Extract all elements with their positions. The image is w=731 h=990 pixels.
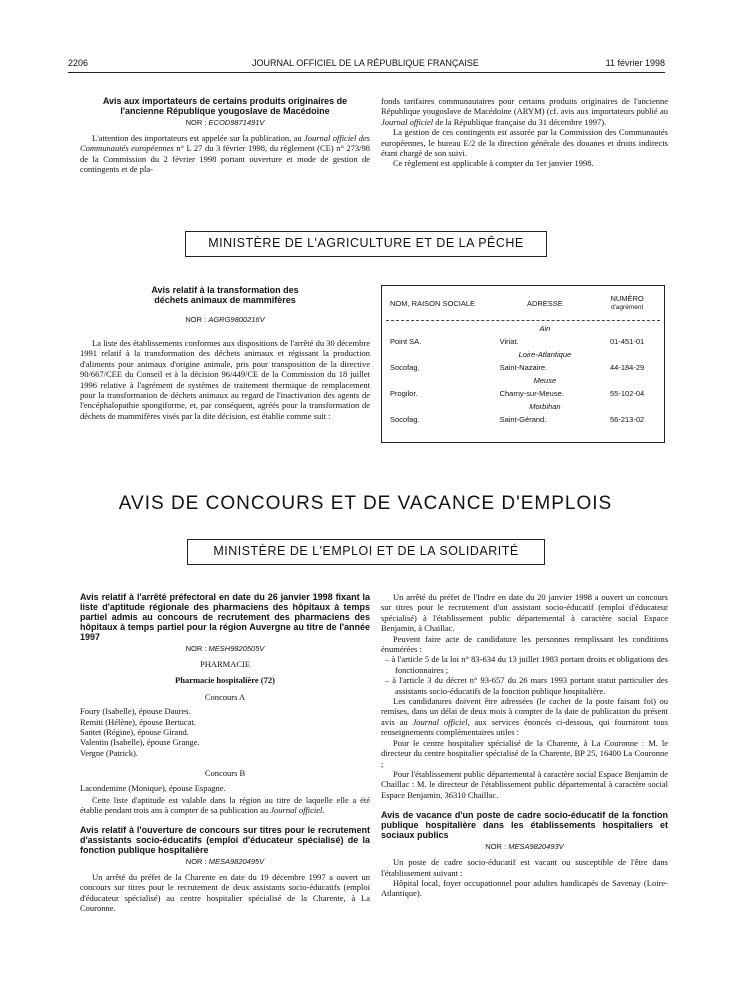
socio-notice-nor: NOR : MESA9820495V xyxy=(185,856,265,866)
condition-item-1: – à l'article 5 de la loi n° 83-634 du 13 juillet 1983 portant droits et obligations des fonctionnaires ; xyxy=(385,654,668,675)
table-row xyxy=(386,387,660,400)
journal-title: JOURNAL OFFICIEL DE LA RÉPUBLIQUE FRANÇAISE xyxy=(252,58,479,68)
ministry-agriculture-banner: MINISTÈRE DE L'AGRICULTURE ET DE LA PÊCHE xyxy=(185,231,547,257)
vacancy-notice-title: Avis de vacance d'un poste de cadre socio-éducatif de la fonction publique hospitalière dans les établissements hospitaliers et sociaux publics xyxy=(381,810,668,841)
candidate-name: Vergne (Patrick). xyxy=(80,747,138,758)
table-row xyxy=(386,322,660,335)
table-number: 55-102-04 xyxy=(610,389,645,398)
import-notice xyxy=(80,96,370,175)
establishments-table xyxy=(381,285,665,443)
table-address: Viriat. xyxy=(499,337,519,346)
waste-notice xyxy=(80,285,370,421)
table-name: Progilor. xyxy=(390,389,418,398)
table-number: 01-451-01 xyxy=(610,337,645,346)
right-paragraph-2: Peuvent faire acte de candidature les personnes remplissant les conditions énumérées : xyxy=(381,633,668,655)
header-name: NOM, RAISON SOCIALE xyxy=(390,298,476,308)
page-number: 2206 xyxy=(68,58,89,68)
ministry-employment-banner: MINISTÈRE DE L'EMPLOI ET DE LA SOLIDARITÉ xyxy=(187,539,545,565)
right-paragraph-4: Pour le centre hospitalier spécialisé de la Charente, à La Couronne : M. le directeur du centre hospitalier spécialisé de la Charente, BP 25, 16400 La Couronne ; xyxy=(381,737,668,769)
condition-item-2: – à l'article 3 du décret n° 93-657 du 26 mars 1993 portant statut particulier des assistants socio-éducatifs de la fonction publique hospitalière. xyxy=(385,675,668,696)
table-number: 56-213-02 xyxy=(610,415,645,424)
concours-b-list xyxy=(80,783,370,793)
table-row xyxy=(386,413,660,426)
right-paragraph-5: Pour l'établissement public départemental à caractère social Espace Benjamin de Chaillac : M. le directeur de l'établissement public départemental à caractère social Espace Benjamin, 36310 Chaillac. xyxy=(381,768,668,800)
waste-notice-nor: NOR : AGRG9800216V xyxy=(185,315,265,324)
table-row xyxy=(386,374,660,387)
table-name: Socofag. xyxy=(390,415,420,424)
table-region: Meuse xyxy=(533,376,557,385)
section-pharmacie: PHARMACIE xyxy=(199,659,251,669)
concours-b-heading: Concours B xyxy=(204,768,246,779)
concours-a-list xyxy=(80,706,370,758)
import-notice-paragraph-1: L'attention des importateurs est appelée sur la publication, au Journal officiel des Communautés européennes n° L 27 du 3 février 1998, du règlement (CE) n° 273/98 de la Commission du 2 février 1998 portant ouverture et mode de gestion de contingents et de pla- xyxy=(80,133,370,175)
table-row xyxy=(386,348,660,361)
vacancy-notice-nor: NOR : MESA9820493V xyxy=(485,842,564,852)
pharma-notice-title: Avis relatif à l'arrêté préfectoral en date du 26 janvier 1998 fixant la liste d'aptitude régionale des pharmaciens des hôpitaux à temps partiel admis au concours de recrutement des pharmaciens des hôpitaux à temps partiel pour la région Auvergne au titre de l'année 1997 xyxy=(80,592,370,642)
socio-notice-continued xyxy=(381,592,668,899)
import-notice-paragraph-4: Ce règlement est applicable à compter du 1er janvier 1998. xyxy=(393,158,594,169)
table-region: Loire-Atlantique xyxy=(518,350,572,359)
pharma-notice xyxy=(80,592,370,914)
section-title: AVIS DE CONCOURS ET DE VACANCE D'EMPLOIS xyxy=(118,493,613,514)
table-address: Saint-Nazaire. xyxy=(499,363,548,372)
validity-paragraph: Cette liste d'aptitude est valable dans la région au titre de laquelle elle a été établie pendant trois ans à compter de sa publication au Journal officiel. xyxy=(80,795,370,816)
import-notice-title: Avis aux importateurs de certains produits originaires de l'ancienne République yougoslave de Macédoine xyxy=(102,96,348,116)
table-region: Morbihan xyxy=(529,402,561,411)
candidate-name: Santet (Régine), épouse Girand. xyxy=(80,727,189,738)
pharma-notice-nor: NOR : MESH9820505V xyxy=(185,644,265,653)
right-paragraph-3: Les candidatures doivent être adressées (le cachet de la poste faisant foi) ou remises, dans un délai de deux mois à compter de la date de publication du présent avis au Journal officiel, aux services énoncés ci-dessous, qui fourniront tous renseignements complémentaires utiles : xyxy=(381,696,668,738)
subsection-pharmacie-hospitaliere: Pharmacie hospitalière (72) xyxy=(175,675,275,686)
table-row xyxy=(386,400,660,413)
import-notice-paragraph-2: fonds tarifaires communautaires pour certains produits originaires de l'ancienne République yougoslave de Macédoine (ARYM) (cf. avis aux importateurs publié au Journal officiel de la République française du 31 décembre 1997). xyxy=(381,96,668,127)
candidate-name: Valentin (Isabelle), épouse Grange. xyxy=(80,737,200,748)
table-address: Saint-Gérand. xyxy=(499,415,547,424)
table-region: Ain xyxy=(539,324,551,333)
waste-notice-title: Avis relatif à la transformation des déchets animaux de mammifères xyxy=(151,285,299,305)
waste-notice-body: La liste des établissements conformes aux dispositions de l'arrêté du 30 décembre 1991 relatif à la transformation des déchets animaux et régissant la production d'aliments pour animaux d'origine animale, pris pour transposition de la directive 90/667/CEE du Conseil et à la décision 96/449/CE de la Commission du 18 juillet 1996 relative à l'agrément de systèmes de traitement thermique de remplacement pour la transformation de déchets animaux au regard de l'inactivation des agents de l'encéphalopathie spongiforme, et, par conséquent, agréés pour la transformation de déchets de mammifères visés par la dite décision, est établie comme suit : xyxy=(80,338,370,421)
candidate-name: Foury (Isabelle), épouse Daures. xyxy=(80,706,191,717)
vacancy-paragraph-1: Un poste de cadre socio-éducatif est vacant ou susceptible de l'être dans l'établissement suivant : xyxy=(381,857,668,878)
socio-notice-title: Avis relatif à l'ouverture de concours sur titres pour le recrutement d'assistants socio-éducatifs (emploi d'éducateur spécialisé) de la fonction publique hospitalière xyxy=(80,824,370,855)
table-row xyxy=(386,335,660,348)
header-rule xyxy=(68,72,665,73)
concours-a-heading: Concours A xyxy=(204,691,246,702)
header-number: NUMÉRO d'agrément xyxy=(610,293,644,311)
header-address: ADRESSE xyxy=(526,298,563,308)
import-notice-nor: NOR : ECOD9871491V xyxy=(185,118,265,127)
import-notice-paragraph-3: La gestion de ces contingents est assurée par la Commission des Communautés européennes, le bureau E/2 de la direction générale des douanes et droits indirects étant chargé de son suivi. xyxy=(381,127,668,159)
table-number: 44-184-29 xyxy=(610,363,645,372)
candidate-name: Remiti (Hélène), épouse Bertucat. xyxy=(80,716,196,727)
import-notice-continued xyxy=(381,96,668,169)
right-paragraph-1: Un arrêté du préfet de l'Indre en date du 20 janvier 1998 a ouvert un concours sur titres pour le recrutement d'un assistant socio-éducatif (emploi d'éducateur spécialisé) à l'établissement public départemental à caractère social Espace Benjamin, à Chaillac. xyxy=(381,592,668,634)
socio-notice-paragraph-1: Un arrêté du préfet de la Charente en date du 19 décembre 1997 a ouvert un concours sur titres pour le recrutement de deux assistants socio-éducatifs (emploi d'éducateur spécialisé) au centre hospitalier spécialisé de la Charente, à La Couronne. xyxy=(80,871,370,914)
table-name: Socofag. xyxy=(390,363,420,372)
vacancy-paragraph-2: Hôpital local, foyer occupationnel pour adultes handicapés de Savenay (Loire-Atlantique). xyxy=(381,877,668,899)
candidate-name: Lacondemine (Monique), épouse Espagne. xyxy=(80,782,226,793)
table-name: Point SA. xyxy=(390,337,422,346)
table-address: Charny-sur-Meuse. xyxy=(499,389,564,398)
issue-date: 11 février 1998 xyxy=(605,58,665,68)
table-row xyxy=(386,361,660,374)
